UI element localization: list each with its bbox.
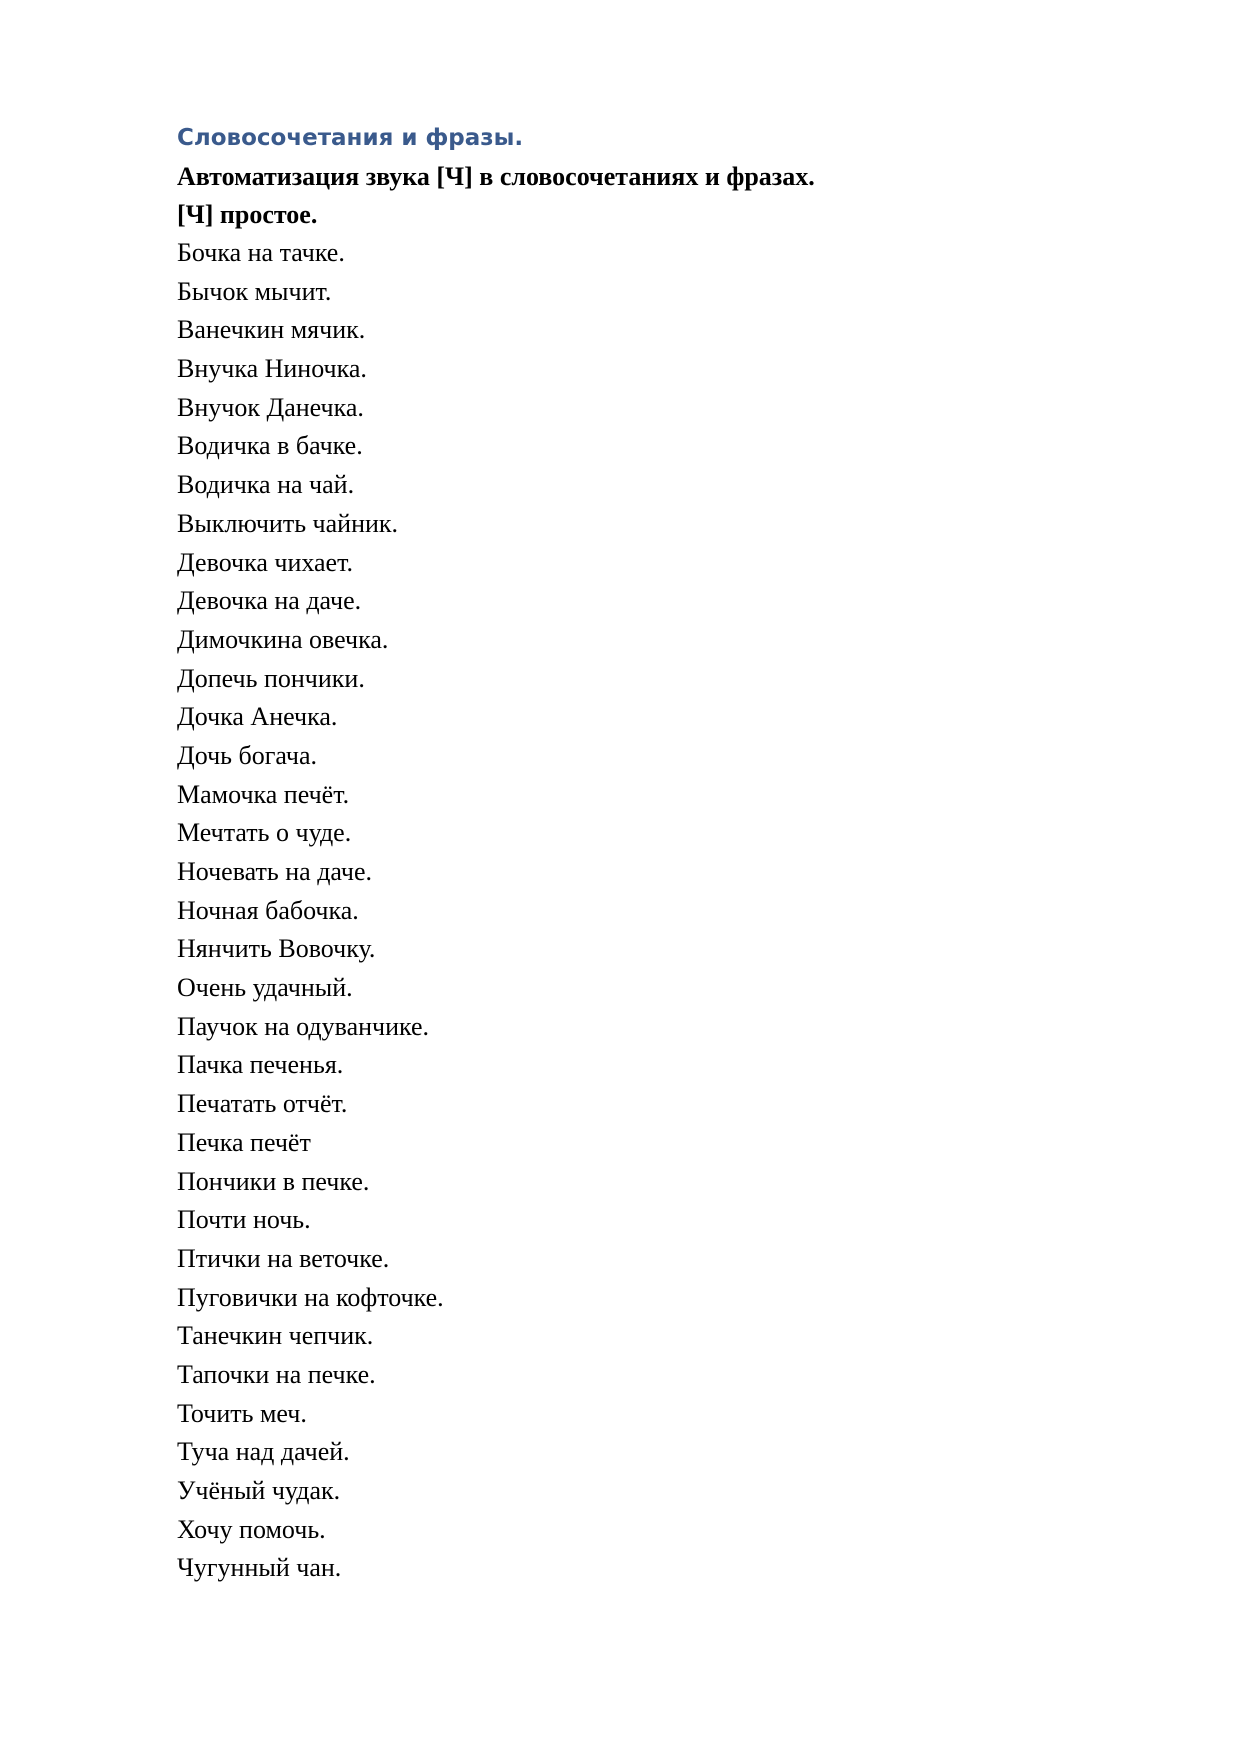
phrase-item: Учёный чудак.	[177, 1476, 341, 1505]
phrase-item: Бочка на тачке.	[177, 238, 345, 267]
phrase-item: Дочка Анечка.	[177, 702, 338, 732]
phrase-item: Почти ночь.	[177, 1205, 311, 1235]
phrase-item: Дочь богача.	[177, 740, 318, 770]
phrase-list	[177, 234, 1077, 1588]
phrase-item: Водичка в бачке.	[177, 431, 363, 461]
phrase-item: Хочу помочь.	[177, 1514, 326, 1544]
phrase-item: Печатать отчёт.	[177, 1089, 348, 1119]
phrase-item: Бычок мычит.	[177, 276, 332, 306]
section-label: [Ч] простое.	[177, 200, 318, 229]
phrase-item: Чугунный чан.	[177, 1553, 342, 1583]
phrase-item: Выключить чайник.	[177, 508, 399, 538]
page-content	[177, 118, 1077, 1588]
phrase-item: Точить меч.	[177, 1398, 307, 1428]
page-heading: Словосочетания и фразы.	[177, 125, 524, 151]
phrase-item: Водичка на чай.	[177, 470, 355, 500]
phrase-item: Печка печёт	[177, 1127, 311, 1157]
phrase-item: Туча над дачей.	[177, 1437, 350, 1467]
phrase-item: Мечтать о чуде.	[177, 818, 352, 848]
phrase-item: Девочка на даче.	[177, 586, 362, 616]
phrase-item: Пуговички на кофточке.	[177, 1282, 444, 1312]
phrase-item: Нянчить Вовочку.	[177, 934, 376, 964]
phrase-item: Внучок Данечка.	[177, 392, 364, 422]
phrase-item: Димочкина овечка.	[177, 624, 389, 654]
phrase-item: Внучка Ниночка.	[177, 354, 367, 384]
phrase-item: Ванечкин мячик.	[177, 315, 366, 345]
phrase-item: Пончики в печке.	[177, 1166, 370, 1196]
phrase-item: Допечь пончики.	[177, 663, 365, 693]
phrase-item: Ночевать на даче.	[177, 857, 373, 886]
phrase-item: Ночная бабочка.	[177, 895, 359, 925]
phrase-item: Тапочки на печке.	[177, 1359, 376, 1389]
phrase-item: Птички на веточке.	[177, 1243, 390, 1273]
phrase-item: Пачка печенья.	[177, 1050, 344, 1080]
phrase-item: Танечкин чепчик.	[177, 1321, 374, 1351]
phrase-item: Паучок на одуванчике.	[177, 1011, 430, 1041]
phrase-item: Мамочка печёт.	[177, 779, 350, 809]
phrase-item: Очень удачный.	[177, 973, 353, 1003]
phrase-item: Девочка чихает.	[177, 547, 354, 577]
exercise-title: Автоматизация звука [Ч] в словосочетаниях и фразах.	[177, 162, 815, 191]
